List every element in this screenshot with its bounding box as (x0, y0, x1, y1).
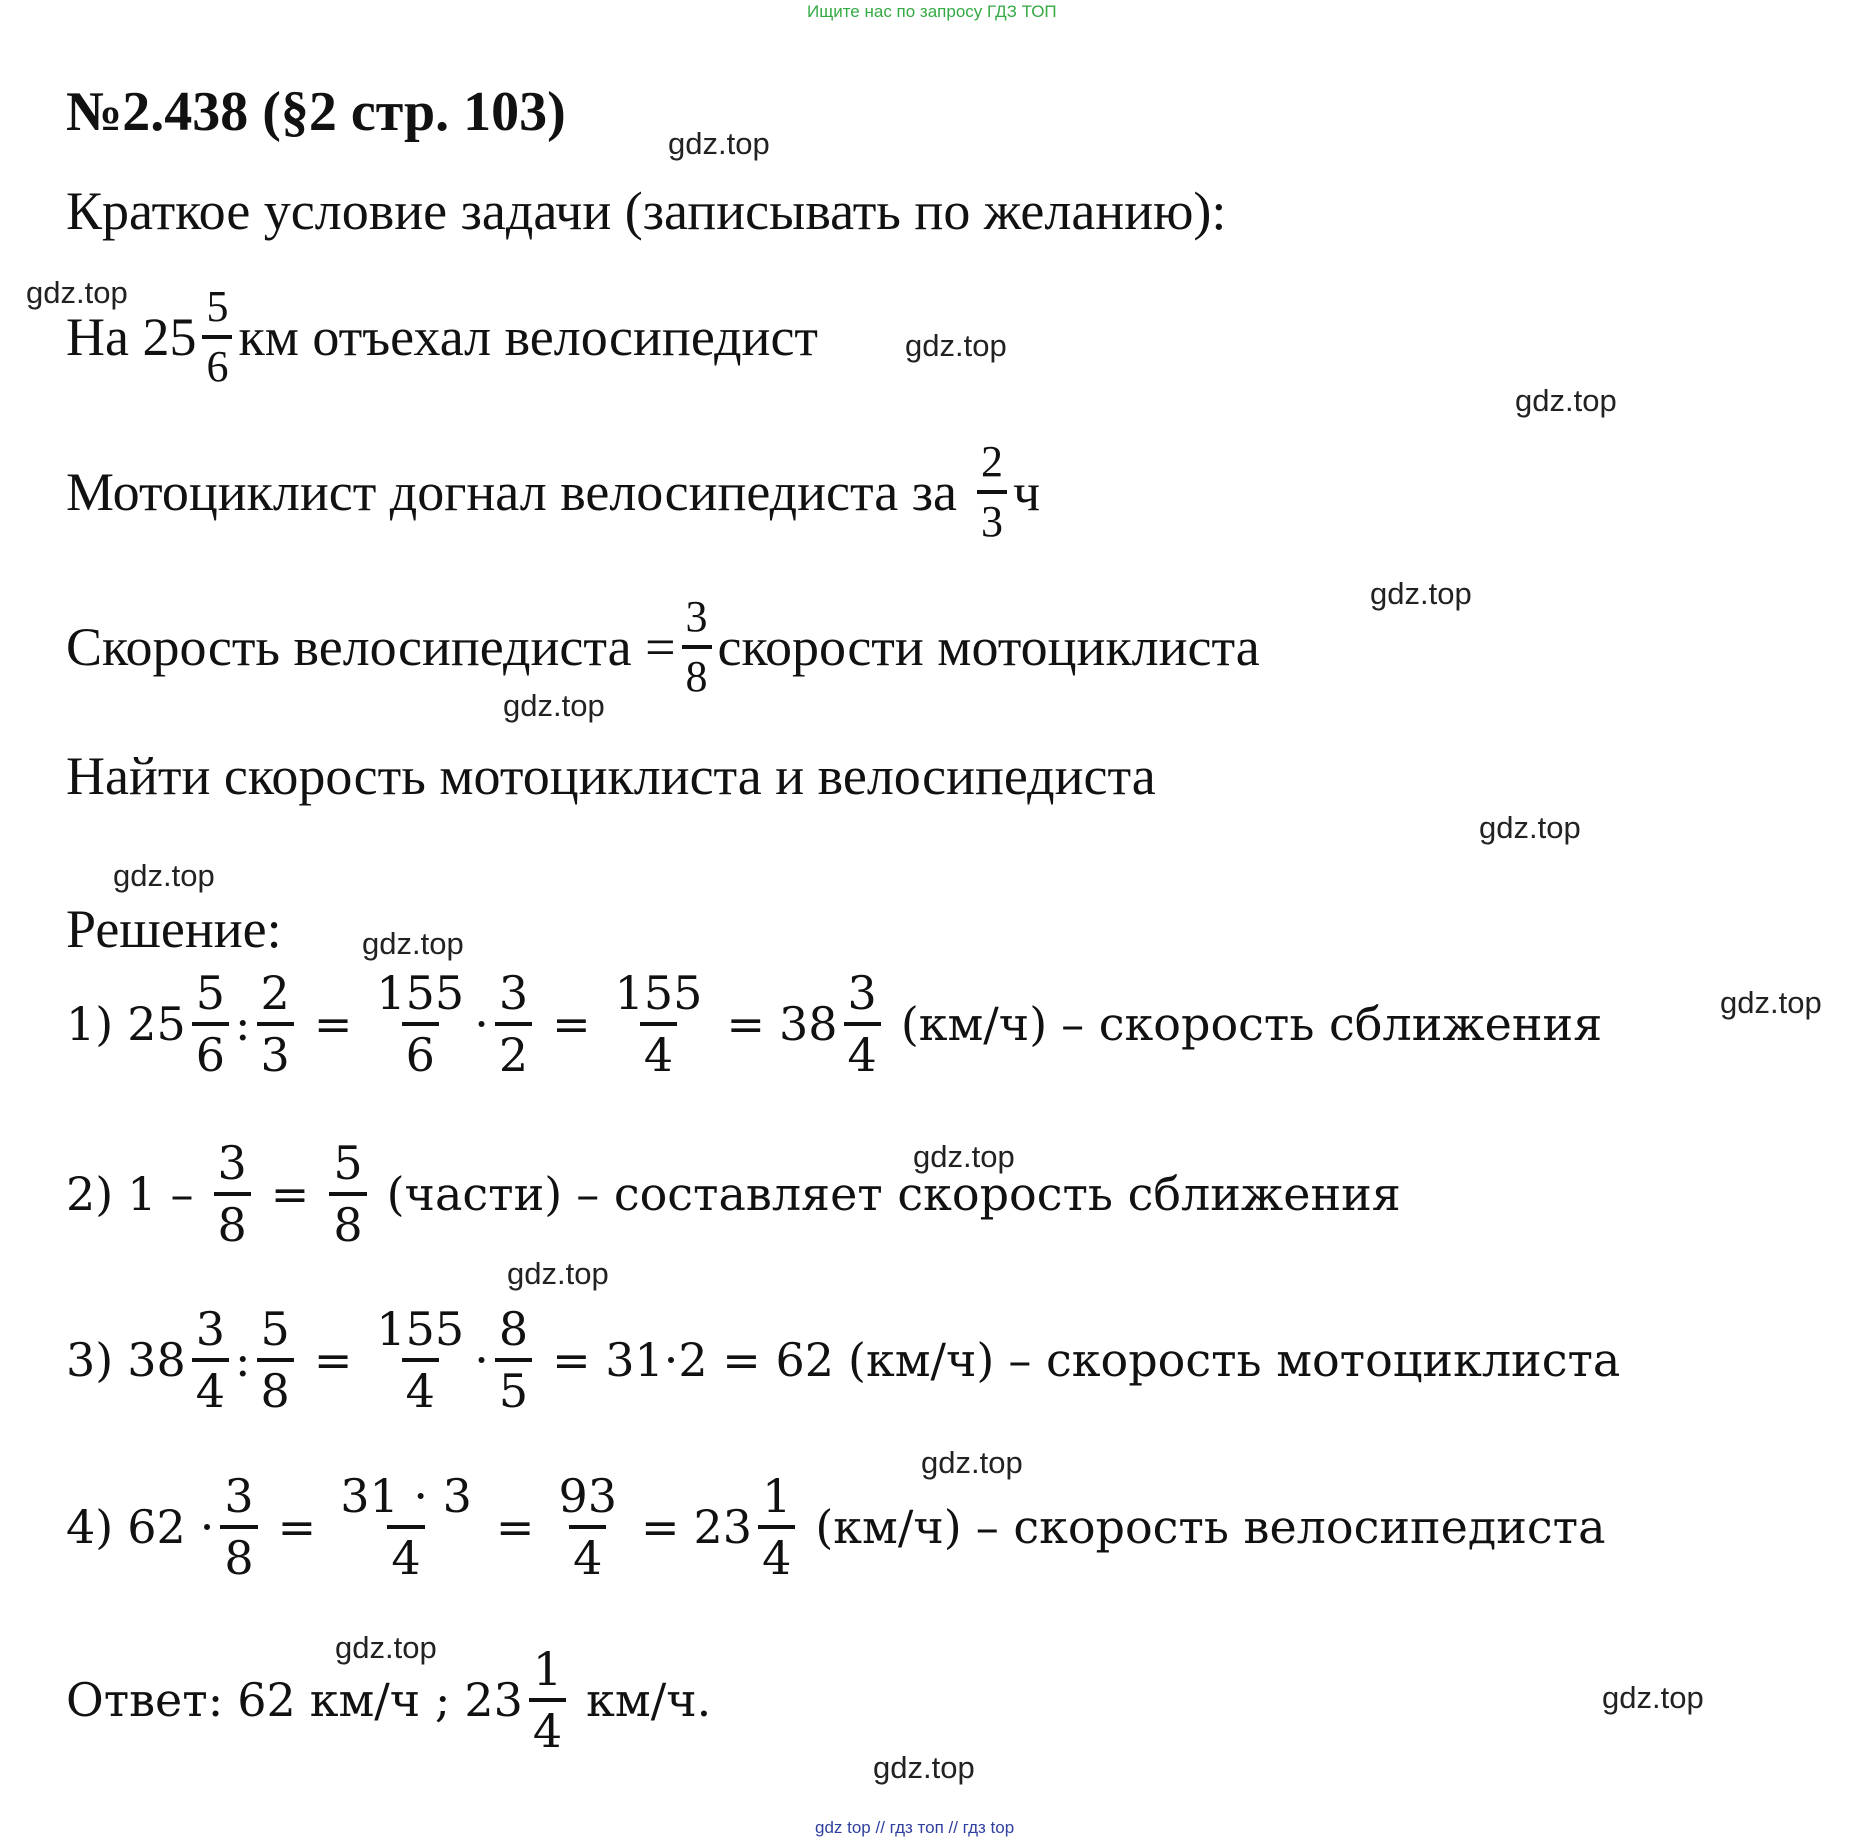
answer-value-2: 23 (464, 1673, 523, 1727)
watermark: gdz.top (362, 926, 464, 961)
fraction-denominator: 8 (220, 1525, 257, 1581)
operator: = (313, 997, 353, 1051)
fraction-denominator: 6 (202, 335, 232, 389)
condition-2-post: ч (1013, 462, 1041, 522)
whole-number: 38 (127, 1333, 186, 1387)
operator: : (235, 1333, 251, 1387)
fraction-numerator: 2 (981, 437, 1004, 486)
footer-links: gdz top // гдз топ // гдз top (815, 1818, 1015, 1837)
operator: = (726, 997, 765, 1051)
fraction (844, 966, 881, 1082)
watermark: gdz.top (503, 688, 605, 723)
operator: = (277, 1500, 317, 1554)
condition-1-post: км отъехал велосипедист (238, 307, 819, 367)
fraction (192, 966, 229, 1082)
condition-line-1 (66, 282, 819, 391)
fraction-numerator: 155 (376, 1302, 465, 1356)
top-banner: Ищите нас по запросу ГДЗ ТОП (807, 2, 1057, 21)
unit: (км/ч) (900, 997, 1048, 1051)
watermark: gdz.top (1479, 810, 1581, 845)
watermark: gdz.top (335, 1630, 437, 1665)
unit: (км/ч) (848, 1333, 995, 1387)
condition-line-3 (66, 592, 1260, 701)
fraction-denominator: 4 (387, 1525, 424, 1581)
condition-3-pre: Скорость велосипедиста = (66, 617, 676, 677)
answer-unit-2: км/ч. (586, 1673, 712, 1727)
fraction-denominator: 5 (495, 1358, 532, 1414)
step-description: – скорость сближения (1061, 997, 1603, 1051)
unit: (км/ч) (815, 1500, 962, 1554)
operator: = (640, 1500, 680, 1554)
fraction (257, 1302, 294, 1418)
fraction-denominator: 6 (192, 1022, 229, 1078)
fraction-numerator: 93 (558, 1469, 617, 1523)
fraction-numerator: 5 (260, 1302, 290, 1356)
operator: – (170, 1167, 194, 1221)
watermark: gdz.top (1515, 383, 1617, 418)
operator: = (270, 1167, 310, 1221)
operator: · (474, 997, 489, 1051)
step-label: 1) (66, 997, 114, 1051)
step-description: – скорость мотоциклиста (1008, 1333, 1621, 1387)
unit: (части) (386, 1167, 563, 1221)
fraction-denominator: 2 (495, 1022, 532, 1078)
fraction-denominator: 8 (329, 1192, 366, 1248)
solution-step-1 (66, 966, 1603, 1082)
watermark: gdz.top (507, 1256, 609, 1291)
page-title: №2.438 (§2 стр. 103) (66, 81, 566, 143)
step-description: – скорость велосипедиста (975, 1500, 1606, 1554)
fraction-numerator: 1 (762, 1469, 792, 1523)
condition-3-post: скорости мотоциклиста (717, 617, 1260, 677)
fraction-numerator: 5 (333, 1136, 363, 1190)
fraction-denominator: 8 (257, 1358, 294, 1414)
fraction-numerator: 1 (532, 1642, 563, 1696)
watermark: gdz.top (905, 328, 1007, 363)
fraction (682, 592, 712, 701)
fraction-numerator: 3 (195, 1302, 226, 1356)
solution-step-2 (66, 1136, 1401, 1252)
operator: = (495, 1500, 535, 1554)
watermark: gdz.top (113, 858, 215, 893)
fraction (257, 966, 294, 1082)
fraction-numerator: 3 (498, 966, 529, 1020)
watermark: gdz.top (668, 126, 770, 161)
step-label: 4) (66, 1500, 114, 1554)
watermark: gdz.top (1720, 985, 1822, 1020)
watermark: gdz.top (1370, 576, 1472, 611)
fraction-numerator: 3 (847, 966, 877, 1020)
fraction (529, 1642, 566, 1758)
fraction-numerator: 155 (614, 966, 703, 1020)
fraction-denominator: 3 (977, 490, 1007, 544)
fraction-numerator: 155 (376, 966, 465, 1020)
fraction (372, 1302, 468, 1418)
fraction (495, 1302, 532, 1418)
fraction-denominator: 4 (569, 1525, 606, 1581)
fraction-denominator: 4 (192, 1358, 229, 1414)
whole-number: 23 (693, 1500, 753, 1554)
watermark: gdz.top (913, 1139, 1015, 1174)
solution-step-4 (66, 1469, 1606, 1585)
fraction-denominator: 3 (257, 1022, 294, 1078)
solution-step-3 (66, 1302, 1621, 1418)
answer-label: Ответ: (66, 1673, 224, 1727)
fraction-denominator: 4 (844, 1022, 881, 1078)
calculation-rest: = 31·2 = 62 (552, 1333, 835, 1387)
fraction-numerator: 3 (685, 592, 708, 641)
fraction (758, 1469, 795, 1585)
operator: · (199, 1500, 215, 1554)
condition-line-4: Найти скорость мотоциклиста и велосипедиста (66, 746, 1156, 806)
fraction (977, 437, 1007, 546)
fraction (329, 1136, 366, 1252)
fraction-numerator: 5 (206, 282, 229, 331)
fraction-denominator: 8 (682, 645, 712, 699)
fraction-denominator: 4 (758, 1525, 795, 1581)
step-label: 3) (66, 1333, 114, 1387)
watermark: gdz.top (1602, 1680, 1704, 1715)
fraction (336, 1469, 476, 1585)
fraction-denominator: 4 (640, 1022, 677, 1078)
condition-1-pre: На 25 (66, 307, 197, 367)
condition-2-pre: Мотоциклист догнал велосипедиста за (66, 462, 958, 522)
whole-number: 38 (779, 997, 838, 1051)
fraction (372, 966, 468, 1082)
operator: = (552, 997, 591, 1051)
whole-number: 25 (127, 997, 186, 1051)
whole-number: 62 (127, 1500, 186, 1554)
answer-value-1: 62 (237, 1673, 296, 1727)
fraction (214, 1136, 251, 1252)
fraction (495, 966, 532, 1082)
condition-line-2 (66, 437, 1041, 546)
fraction-denominator: 8 (214, 1192, 251, 1248)
fraction (220, 1469, 257, 1585)
fraction (192, 1302, 229, 1418)
fraction-denominator: 4 (402, 1358, 439, 1414)
watermark: gdz.top (26, 275, 128, 310)
fraction-numerator: 3 (217, 1136, 247, 1190)
fraction (611, 966, 707, 1082)
operator: · (474, 1333, 489, 1387)
step-description: – составляет скорость сближения (576, 1167, 1401, 1221)
fraction-numerator: 3 (224, 1469, 254, 1523)
fraction-numerator: 31 · 3 (340, 1469, 472, 1523)
fraction-numerator: 5 (195, 966, 226, 1020)
fraction-numerator: 2 (260, 966, 290, 1020)
fraction (554, 1469, 621, 1585)
operator: : (235, 997, 251, 1051)
fraction-denominator: 4 (529, 1698, 566, 1754)
watermark: gdz.top (921, 1445, 1023, 1480)
fraction (202, 282, 232, 391)
fraction-denominator: 6 (402, 1022, 439, 1078)
fraction-numerator: 8 (498, 1302, 529, 1356)
solution-label: Решение: (66, 899, 282, 959)
operator: = (313, 1333, 353, 1387)
answer-unit-1: км/ч ; (309, 1673, 451, 1727)
watermark: gdz.top (873, 1750, 975, 1785)
condition-header: Краткое условие задачи (записывать по желанию): (66, 181, 1227, 241)
whole-number: 1 (127, 1167, 157, 1221)
step-label: 2) (66, 1167, 114, 1221)
